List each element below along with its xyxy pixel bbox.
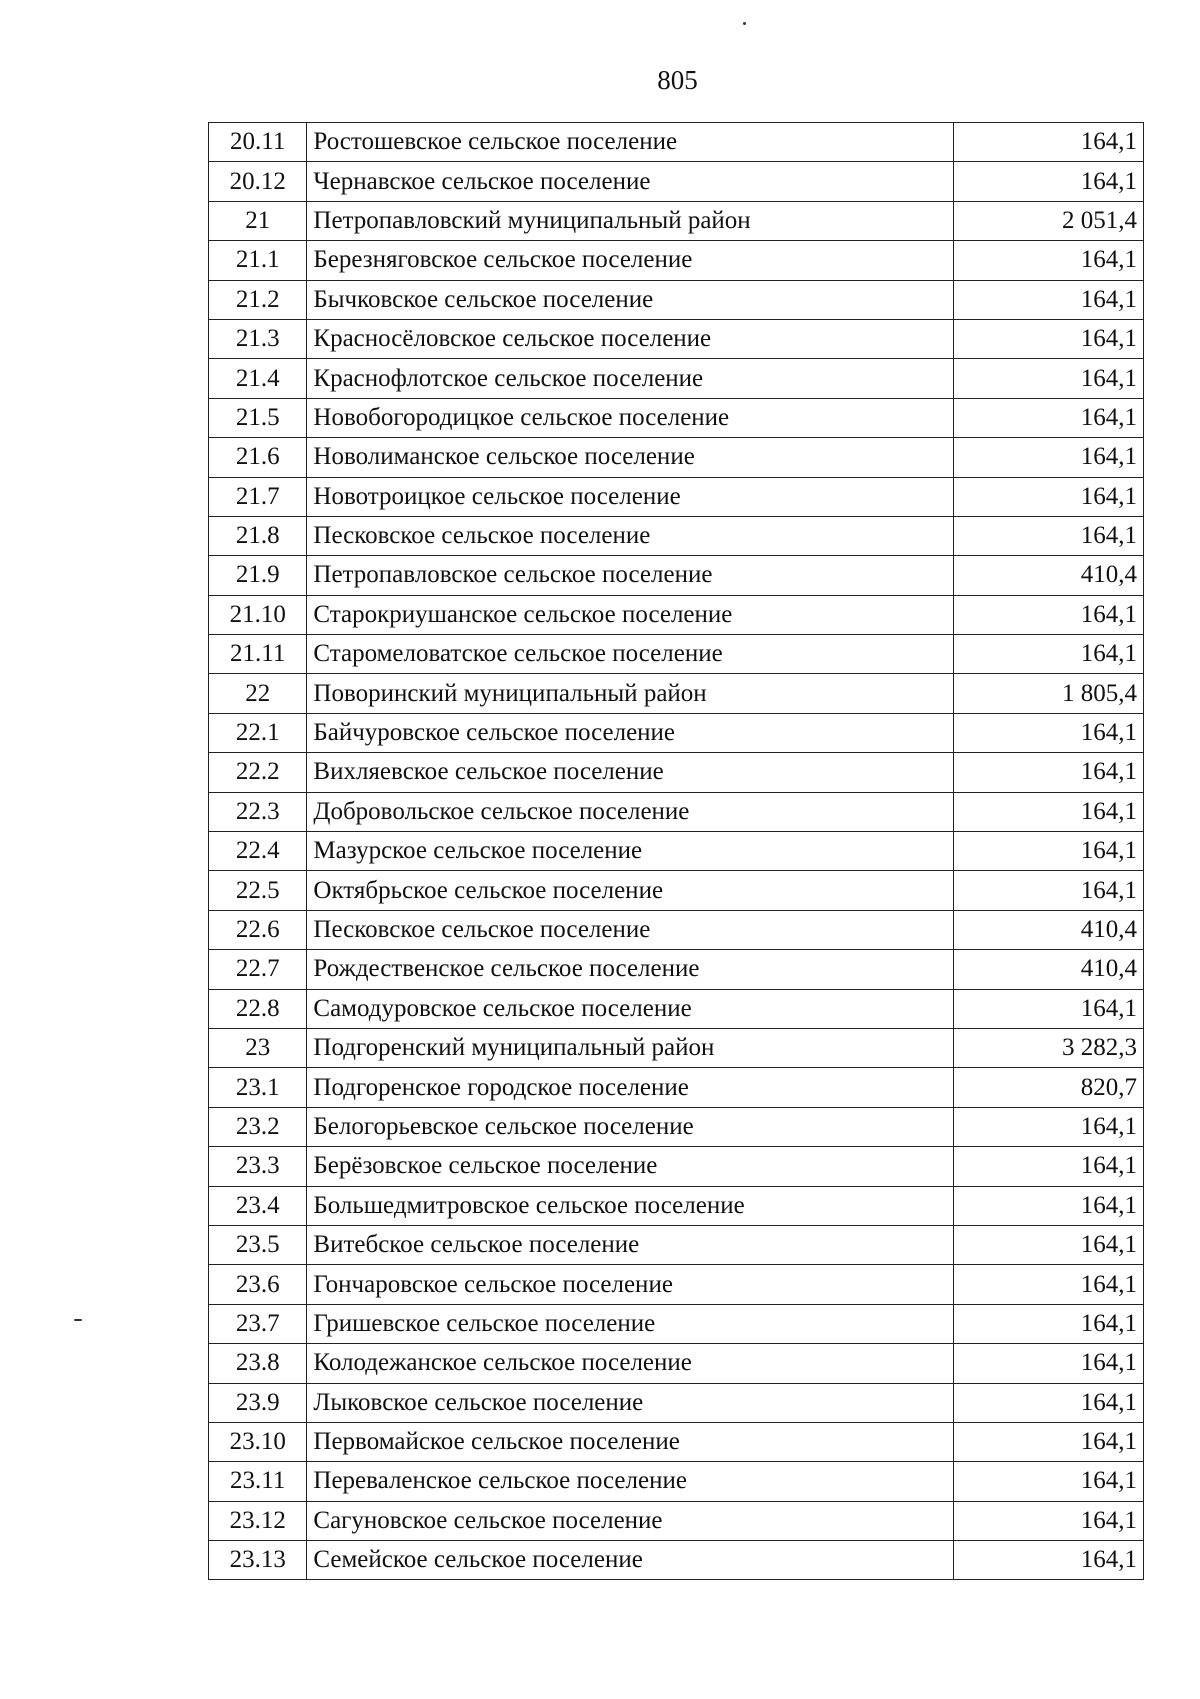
row-name-cell: Петропавловский муниципальный район (307, 201, 954, 240)
table-row (209, 1304, 1144, 1343)
row-name-cell: Подгоренское городское поселение (307, 1068, 954, 1107)
table-row (209, 1383, 1144, 1422)
row-name-cell: Вихляевское сельское поселение (307, 753, 954, 792)
table-row (209, 674, 1144, 713)
row-value-cell: 1 805,4 (954, 674, 1144, 713)
row-value-cell: 164,1 (954, 1304, 1144, 1343)
row-name-cell: Краснофлотское сельское поселение (307, 359, 954, 398)
row-number-cell: 21.7 (209, 477, 307, 516)
table-row (209, 1028, 1144, 1067)
row-number-cell: 23.10 (209, 1422, 307, 1461)
page-number: 805 (657, 65, 698, 95)
row-name-cell: Большедмитровское сельское поселение (307, 1186, 954, 1225)
table-row (209, 1225, 1144, 1264)
table-row (209, 832, 1144, 871)
row-name-cell: Берёзовское сельское поселение (307, 1147, 954, 1186)
row-name-cell: Лыковское сельское поселение (307, 1383, 954, 1422)
row-name-cell: Переваленское сельское поселение (307, 1462, 954, 1501)
row-number-cell: 23.6 (209, 1265, 307, 1304)
row-name-cell: Поворинский муниципальный район (307, 674, 954, 713)
row-value-cell: 164,1 (954, 871, 1144, 910)
table-row (209, 910, 1144, 949)
row-value-cell: 164,1 (954, 477, 1144, 516)
row-value-cell: 164,1 (954, 123, 1144, 162)
row-number-cell: 23.8 (209, 1344, 307, 1383)
row-number-cell: 21 (209, 201, 307, 240)
table-row (209, 1147, 1144, 1186)
row-name-cell: Березняговское сельское поселение (307, 241, 954, 280)
row-value-cell: 164,1 (954, 438, 1144, 477)
row-value-cell: 410,4 (954, 910, 1144, 949)
row-value-cell: 164,1 (954, 792, 1144, 831)
row-number-cell: 22.4 (209, 832, 307, 871)
row-name-cell: Семейское сельское поселение (307, 1541, 954, 1580)
row-name-cell: Самодуровское сельское поселение (307, 989, 954, 1028)
row-name-cell: Красносёловское сельское поселение (307, 319, 954, 358)
table-row (209, 1541, 1144, 1580)
row-name-cell: Сагуновское сельское поселение (307, 1501, 954, 1540)
row-value-cell: 2 051,4 (954, 201, 1144, 240)
table-row (209, 319, 1144, 358)
row-name-cell: Добровольское сельское поселение (307, 792, 954, 831)
row-value-cell: 3 282,3 (954, 1028, 1144, 1067)
row-number-cell: 23.4 (209, 1186, 307, 1225)
table-row (209, 162, 1144, 201)
row-number-cell: 21.9 (209, 556, 307, 595)
row-name-cell: Новолиманское сельское поселение (307, 438, 954, 477)
row-name-cell: Старокриушанское сельское поселение (307, 595, 954, 634)
table-row (209, 1462, 1144, 1501)
table-row (209, 713, 1144, 752)
row-value-cell: 164,1 (954, 1422, 1144, 1461)
row-name-cell: Байчуровское сельское поселение (307, 713, 954, 752)
row-number-cell: 21.6 (209, 438, 307, 477)
row-number-cell: 23.7 (209, 1304, 307, 1343)
row-number-cell: 23.3 (209, 1147, 307, 1186)
row-number-cell: 22.5 (209, 871, 307, 910)
row-value-cell: 164,1 (954, 989, 1144, 1028)
table-row (209, 753, 1144, 792)
row-number-cell: 23.11 (209, 1462, 307, 1501)
row-name-cell: Октябрьское сельское поселение (307, 871, 954, 910)
row-name-cell: Подгоренский муниципальный район (307, 1028, 954, 1067)
row-name-cell: Гончаровское сельское поселение (307, 1265, 954, 1304)
row-name-cell: Песковское сельское поселение (307, 910, 954, 949)
row-number-cell: 21.8 (209, 516, 307, 555)
row-name-cell: Витебское сельское поселение (307, 1225, 954, 1264)
row-number-cell: 23.9 (209, 1383, 307, 1422)
row-number-cell: 21.5 (209, 398, 307, 437)
table-row (209, 280, 1144, 319)
row-value-cell: 164,1 (954, 832, 1144, 871)
row-number-cell: 21.11 (209, 635, 307, 674)
table-row (209, 1422, 1144, 1461)
table-row (209, 477, 1144, 516)
row-value-cell: 164,1 (954, 713, 1144, 752)
row-number-cell: 20.11 (209, 123, 307, 162)
row-number-cell: 23.12 (209, 1501, 307, 1540)
row-name-cell: Чернавское сельское поселение (307, 162, 954, 201)
table-row (209, 1107, 1144, 1146)
row-value-cell: 164,1 (954, 398, 1144, 437)
row-value-cell: 164,1 (954, 516, 1144, 555)
table-row (209, 201, 1144, 240)
row-value-cell: 164,1 (954, 595, 1144, 634)
row-value-cell: 164,1 (954, 1501, 1144, 1540)
row-name-cell: Мазурское сельское поселение (307, 832, 954, 871)
row-number-cell: 22.3 (209, 792, 307, 831)
row-value-cell: 820,7 (954, 1068, 1144, 1107)
row-value-cell: 164,1 (954, 241, 1144, 280)
table-row (209, 1186, 1144, 1225)
table-row (209, 1344, 1144, 1383)
row-value-cell: 164,1 (954, 1383, 1144, 1422)
table-row (209, 950, 1144, 989)
table-row (209, 792, 1144, 831)
row-value-cell: 164,1 (954, 1541, 1144, 1580)
row-number-cell: 22.7 (209, 950, 307, 989)
row-number-cell: 22 (209, 674, 307, 713)
table-row (209, 871, 1144, 910)
table-row (209, 635, 1144, 674)
row-value-cell: 164,1 (954, 1107, 1144, 1146)
row-value-cell: 410,4 (954, 556, 1144, 595)
table-row (209, 595, 1144, 634)
row-value-cell: 164,1 (954, 1186, 1144, 1225)
row-number-cell: 23 (209, 1028, 307, 1067)
row-number-cell: 20.12 (209, 162, 307, 201)
row-number-cell: 21.2 (209, 280, 307, 319)
table-row (209, 1265, 1144, 1304)
row-name-cell: Гришевское сельское поселение (307, 1304, 954, 1343)
row-number-cell: 22.8 (209, 989, 307, 1028)
table-row (209, 989, 1144, 1028)
row-name-cell: Бычковское сельское поселение (307, 280, 954, 319)
row-value-cell: 164,1 (954, 1225, 1144, 1264)
row-name-cell: Старомеловатское сельское поселение (307, 635, 954, 674)
row-value-cell: 410,4 (954, 950, 1144, 989)
table-row (209, 438, 1144, 477)
table-row (209, 1501, 1144, 1540)
row-value-cell: 164,1 (954, 280, 1144, 319)
row-name-cell: Рождественское сельское поселение (307, 950, 954, 989)
table-row (209, 556, 1144, 595)
row-number-cell: 22.1 (209, 713, 307, 752)
row-number-cell: 23.2 (209, 1107, 307, 1146)
row-number-cell: 21.4 (209, 359, 307, 398)
table-body (209, 123, 1144, 1580)
table-row (209, 516, 1144, 555)
row-value-cell: 164,1 (954, 162, 1144, 201)
scan-speck (743, 22, 746, 25)
row-value-cell: 164,1 (954, 753, 1144, 792)
scan-speck (74, 1319, 82, 1321)
row-value-cell: 164,1 (954, 1462, 1144, 1501)
row-value-cell: 164,1 (954, 635, 1144, 674)
row-value-cell: 164,1 (954, 1147, 1144, 1186)
row-name-cell: Первомайское сельское поселение (307, 1422, 954, 1461)
row-number-cell: 22.6 (209, 910, 307, 949)
row-name-cell: Ростошевское сельское поселение (307, 123, 954, 162)
row-number-cell: 21.1 (209, 241, 307, 280)
allocation-table (208, 122, 1144, 1580)
table-row (209, 123, 1144, 162)
row-value-cell: 164,1 (954, 319, 1144, 358)
row-name-cell: Новотроицкое сельское поселение (307, 477, 954, 516)
table-row (209, 1068, 1144, 1107)
row-number-cell: 23.5 (209, 1225, 307, 1264)
row-value-cell: 164,1 (954, 1344, 1144, 1383)
table-row (209, 398, 1144, 437)
row-number-cell: 23.13 (209, 1541, 307, 1580)
row-number-cell: 23.1 (209, 1068, 307, 1107)
row-name-cell: Новобогородицкое сельское поселение (307, 398, 954, 437)
row-name-cell: Песковское сельское поселение (307, 516, 954, 555)
table-row (209, 241, 1144, 280)
row-name-cell: Петропавловское сельское поселение (307, 556, 954, 595)
row-value-cell: 164,1 (954, 359, 1144, 398)
row-value-cell: 164,1 (954, 1265, 1144, 1304)
row-number-cell: 21.3 (209, 319, 307, 358)
row-name-cell: Белогорьевское сельское поселение (307, 1107, 954, 1146)
table-row (209, 359, 1144, 398)
row-number-cell: 22.2 (209, 753, 307, 792)
row-name-cell: Колодежанское сельское поселение (307, 1344, 954, 1383)
row-number-cell: 21.10 (209, 595, 307, 634)
